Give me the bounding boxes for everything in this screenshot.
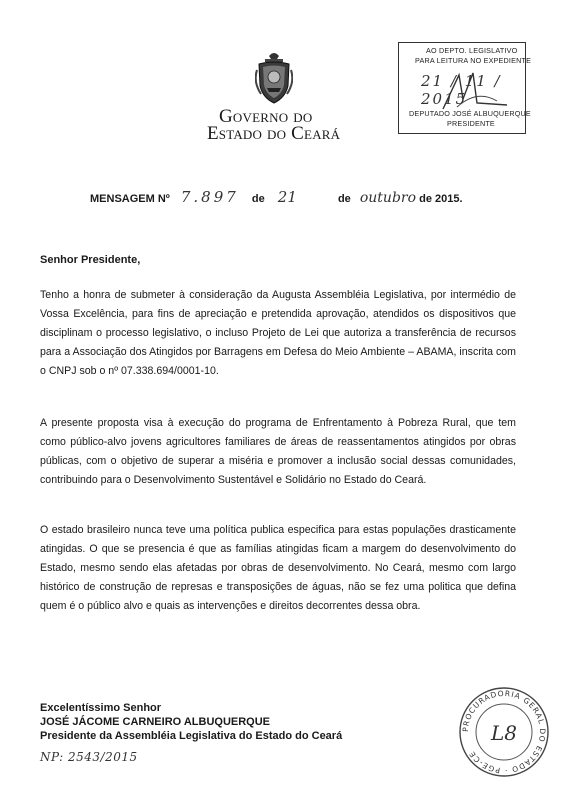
closing-line-1: Excelentíssimo Senhor — [40, 702, 162, 714]
message-month: outubro — [359, 190, 417, 206]
message-de-1: de — [251, 193, 265, 205]
message-label: MENSAGEM Nº — [90, 193, 170, 205]
message-year: de 2015. — [419, 193, 463, 205]
message-day: 21 — [277, 188, 297, 206]
stamp-date: 21 / 11 / 2015 — [421, 72, 502, 108]
salutation: Senhor Presidente, — [40, 254, 141, 266]
coat-of-arms-icon — [255, 50, 293, 106]
closing-line-2: JOSÉ JÁCOME CARNEIRO ALBUQUERQUE — [40, 716, 271, 728]
header-line-1: Governo do — [219, 106, 313, 127]
procuradoria-seal — [456, 684, 552, 780]
stamp-line-3: DEPUTADO JOSÉ ALBUQUERQUE — [409, 109, 531, 118]
closing-line-3: Presidente da Assembléia Legislativa do Estado do Ceará — [40, 730, 343, 742]
message-de-2: de — [337, 193, 351, 205]
stamp-line-4: PRESIDENTE — [447, 119, 495, 128]
message-number-line — [90, 188, 463, 206]
message-number: 7.897 — [180, 188, 239, 206]
stamp-line-1: AO DEPTO. LEGISLATIVO — [426, 46, 518, 55]
closing-block — [40, 701, 342, 743]
seal-text: PROCURADORIA GERAL DO ESTADO · PGE-CE — [460, 688, 548, 776]
np-handwritten-note: NP: 2543/2015 — [40, 750, 138, 764]
body-paragraph-2: A presente proposta visa à execução do programa de Enfrentamento à Pobreza Rural, que tem como público-alvo jovens agricultores familiares de áreas de reassentamentos atingidos por obras públicas, com o objetivo de superar a miséria e promover a inclusão social dessas comunidades, contribuindo para o Desenvolvimento Sustentável e Solidário no Estado do Ceará. — [40, 417, 516, 487]
signature-scribble-icon — [437, 69, 509, 113]
seal-page-number: L8 — [490, 721, 518, 745]
header-line-2: Estado do Ceará — [207, 123, 341, 144]
body-paragraph-3: O estado brasileiro nunca teve uma política publica especifica para estas populações drasticamente atingidas. O que se presencia é que as famílias atingidas ficam a margem do desenvolvimento do Estado, mesmo sendo elas afetadas por obras de desenvolvimento. No Ceará, mesmo com largo histórico de construção de represas e transposições de águas, não se fez uma politica que defina quem é o público alvo e quais as intervenções e direitos decorrentes dessa obra. — [40, 524, 516, 613]
protocol-stamp — [398, 42, 532, 134]
stamp-line-2: PARA LEITURA NO EXPEDIENTE — [415, 56, 532, 65]
body-paragraph-1: Tenho a honra de submeter à consideração da Augusta Assembléia Legislativa, por intermédio de Vossa Excelência, para fins de apreciação e pretendida aprovação, atendidos os dispositivos que disciplinam o processo legislativo, o incluso Projeto de Lei que autoriza a transferência de recursos para a Associação dos Atingidos por Barragens em Defesa do Meio Ambiente – ABAMA, inscrita com o CNPJ sob o nº 07.338.694/0001-10. — [40, 289, 516, 378]
